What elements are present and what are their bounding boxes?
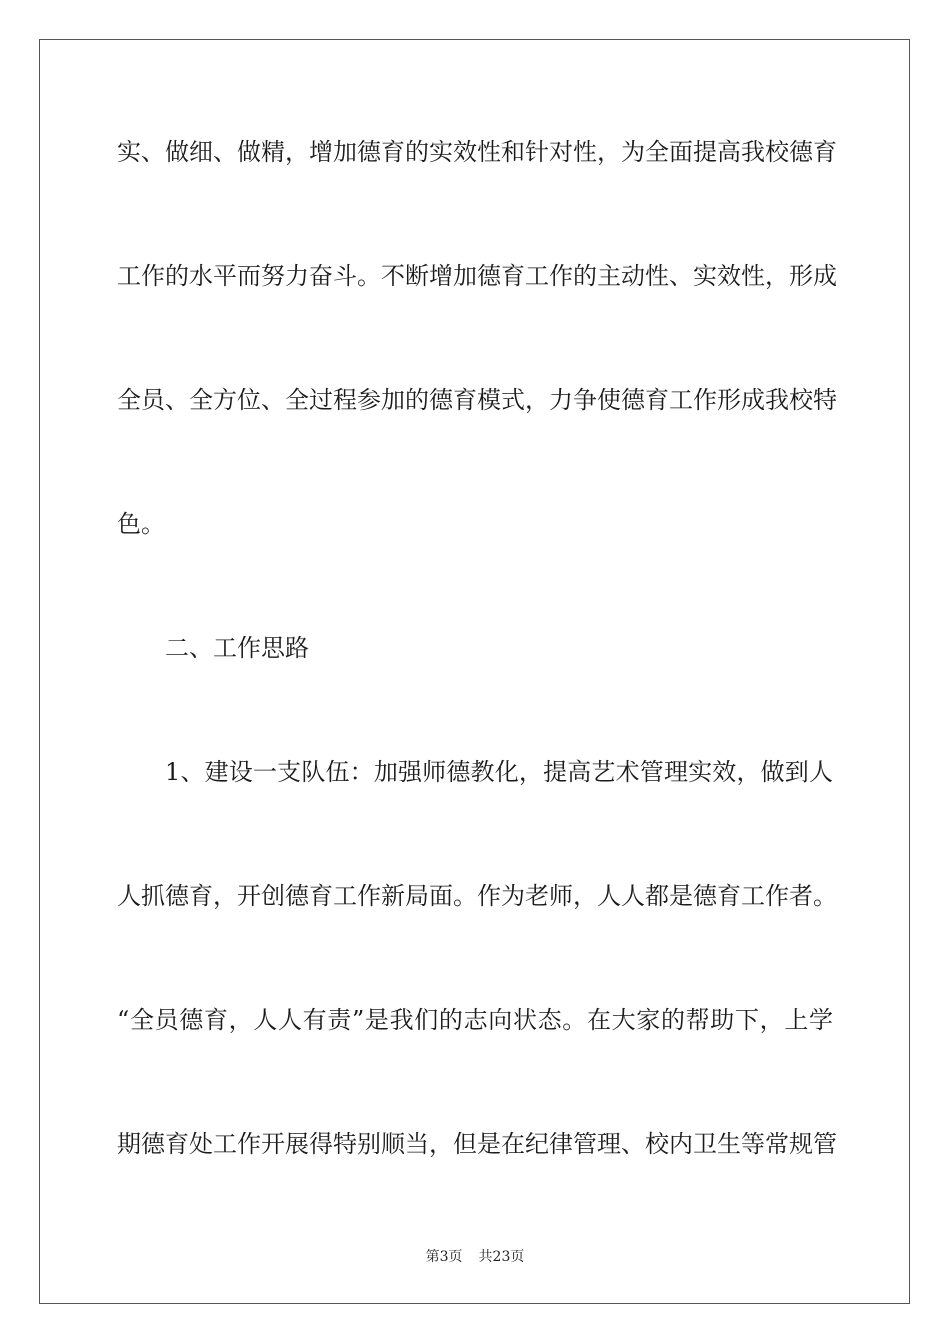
paragraph-line: 1、建设一支队伍：加强师德教化，提高艺术管理实效，做到人 xyxy=(165,758,833,786)
paragraph-line: 色。 xyxy=(117,510,165,538)
paragraph-line: 期德育处工作开展得特别顺当，但是在纪律管理、校内卫生等常规管 xyxy=(117,1130,837,1158)
paragraph-line: 全员、全方位、全过程参加的德育模式，力争使德育工作形成我校特 xyxy=(117,386,837,414)
paragraph-line: 工作的水平而努力奋斗。不断增加德育工作的主动性、实效性，形成 xyxy=(117,262,837,290)
page-number: 第3页 xyxy=(425,1249,463,1265)
page-border xyxy=(39,39,910,1304)
paragraph-line: “全员德育，人人有责”是我们的志向状态。在大家的帮助下，上学 xyxy=(117,1006,833,1034)
paragraph-line: 实、做细、做精，增加德育的实效性和针对性，为全面提高我校德育 xyxy=(117,138,837,166)
section-heading: 二、工作思路 xyxy=(165,634,309,662)
page-footer xyxy=(0,1247,950,1267)
paragraph-line: 人抓德育，开创德育工作新局面。作为老师，人人都是德育工作者。 xyxy=(117,882,837,910)
page-total: 共23页 xyxy=(478,1249,525,1265)
